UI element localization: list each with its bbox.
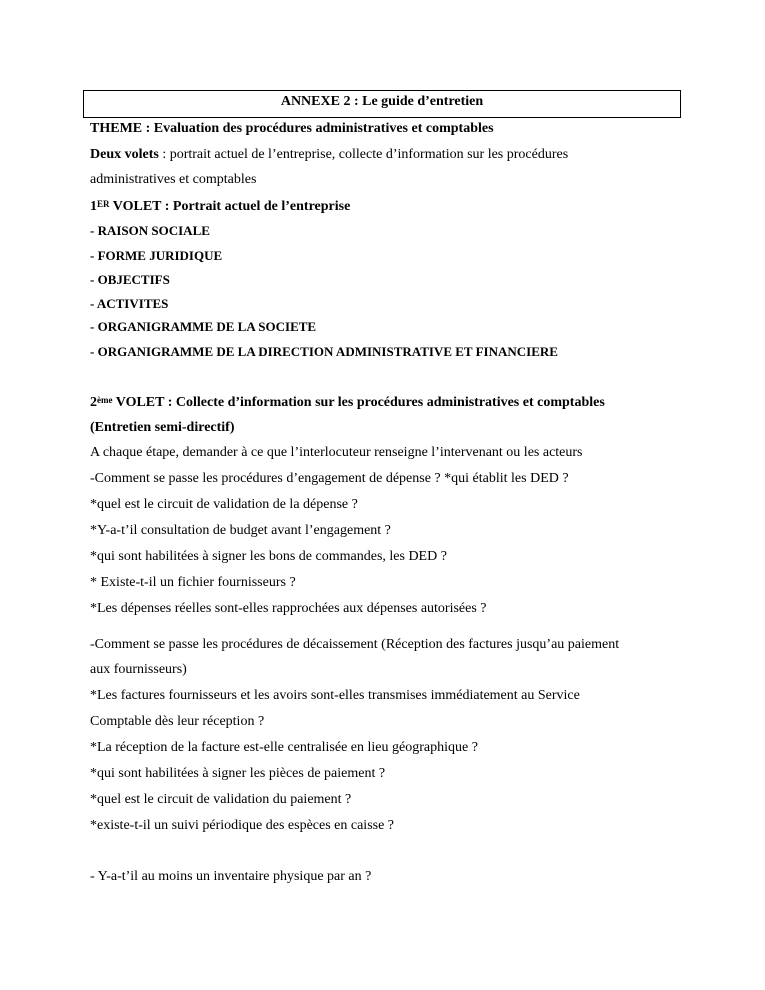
question-line: *Y-a-t’il consultation de budget avant l’engagement ? — [90, 523, 391, 538]
question-line: - Y-a-t’il au moins un inventaire physique par an ? — [90, 869, 372, 884]
volet1-superscript: ER — [97, 199, 110, 209]
volet2-heading — [90, 395, 605, 411]
volet2-title: VOLET : Collecte d’information sur les procédures administratives et comptables — [112, 395, 605, 410]
question-line: *Les dépenses réelles sont-elles rapprochées aux dépenses autorisées ? — [90, 601, 487, 616]
volet1-item: - ORGANIGRAMME DE LA SOCIETE — [90, 319, 317, 334]
volet2-subtitle: (Entretien semi-directif) — [90, 420, 235, 435]
volet2-superscript: ème — [97, 395, 113, 405]
question-line: -Comment se passe les procédures d’engagement de dépense ? *qui établit les DED ? — [90, 471, 569, 486]
volet1-item: - ACTIVITES — [90, 296, 169, 311]
volet1-title: VOLET : Portrait actuel de l’entreprise — [109, 199, 351, 214]
question-line: *existe-t-il un suivi périodique des espèces en caisse ? — [90, 818, 395, 833]
question-line: -Comment se passe les procédures de décaissement (Réception des factures jusqu’au paiement — [90, 637, 620, 652]
question-line: *quel est le circuit de validation du paiement ? — [90, 792, 352, 807]
deux-volets-text: : portrait actuel de l’entreprise, collecte d’information sur les procédures — [158, 147, 569, 162]
volet1-heading — [90, 199, 350, 215]
question-line: *qui sont habilitées à signer les pièces de paiement ? — [90, 766, 386, 781]
question-line: *qui sont habilitées à signer les bons de commandes, les DED ? — [90, 549, 447, 564]
question-line: *quel est le circuit de validation de la dépense ? — [90, 497, 358, 512]
question-line: * Existe-t-il un fichier fournisseurs ? — [90, 575, 296, 590]
volet2-number: 2 — [90, 395, 97, 410]
volet1-item: - RAISON SOCIALE — [90, 223, 210, 238]
deux-volets-line-1 — [90, 147, 568, 163]
deux-volets-label: Deux volets — [90, 147, 159, 162]
question-line: *Les factures fournisseurs et les avoirs sont-elles transmises immédiatement au Service — [90, 688, 580, 703]
volet1-item: - FORME JURIDIQUE — [90, 248, 223, 263]
annex-title: ANNEXE 2 : Le guide d’entretien — [280, 94, 484, 109]
theme-heading: THEME : Evaluation des procédures administratives et comptables — [90, 121, 494, 136]
question-line: Comptable dès leur réception ? — [90, 714, 265, 729]
volet2-intro: A chaque étape, demander à ce que l’interlocuteur renseigne l’intervenant ou les acteurs — [90, 445, 583, 460]
annex-title-box — [83, 90, 681, 118]
volet1-item: - OBJECTIFS — [90, 272, 170, 287]
volet1-item: - ORGANIGRAMME DE LA DIRECTION ADMINISTRATIVE ET FINANCIERE — [90, 344, 558, 359]
question-line: aux fournisseurs) — [90, 662, 187, 677]
volet1-number: 1 — [90, 199, 97, 214]
deux-volets-line-2: administratives et comptables — [90, 172, 257, 187]
question-line: *La réception de la facture est-elle centralisée en lieu géographique ? — [90, 740, 478, 755]
